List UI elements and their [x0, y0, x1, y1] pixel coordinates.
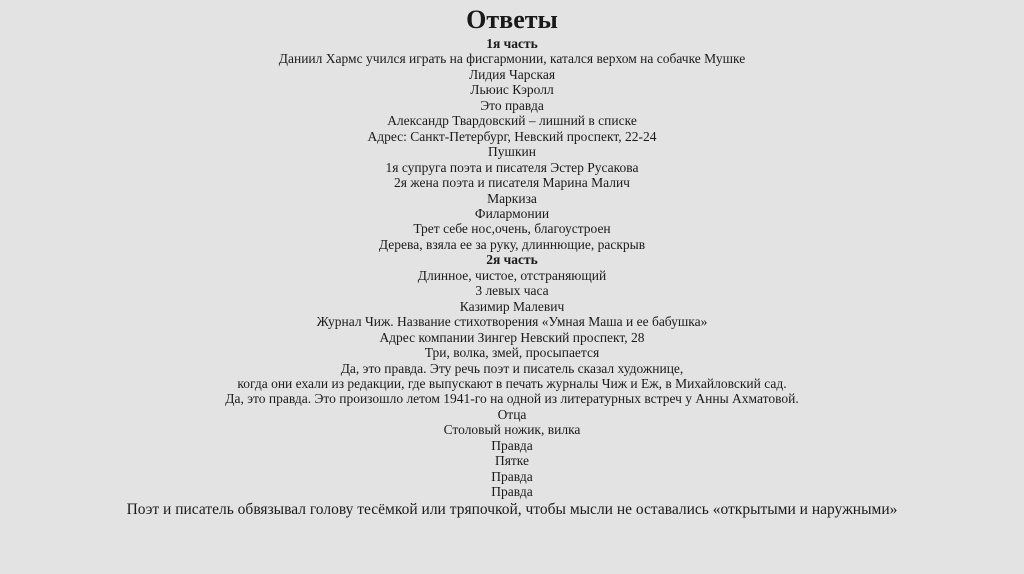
answer-line: Маркиза: [487, 190, 537, 206]
answer-line: Журнал Чиж. Название стихотворения «Умная Маша и ее бабушка»: [316, 314, 708, 330]
answer-line: Правда: [491, 437, 533, 453]
answer-line: Три, волка, змей, просыпается: [424, 345, 600, 361]
answer-line: Пятке: [494, 453, 530, 469]
part2-heading: 2я часть: [486, 252, 538, 268]
final-note: Поэт и писатель обвязывал голову тесёмкой или тряпочкой, чтобы мысли не оставались «открытыми и наружными»: [126, 500, 898, 518]
answer-line: Льюис Кэролл: [470, 82, 554, 98]
answer-line: Казимир Малевич: [459, 298, 565, 314]
answer-line: 2я жена поэта и писателя Марина Малич: [394, 175, 630, 191]
answer-line: Адрес компании Зингер Невский проспект, 28: [379, 329, 645, 345]
answer-line: Дерева, взяла ее за руку, длиннющие, раскрыв: [378, 236, 646, 252]
answer-line: Столовый ножик, вилка: [443, 422, 581, 438]
answer-line: Длинное, чистое, отстраняющий: [417, 267, 607, 283]
answer-line: Трет себе нос,очень, благоустроен: [413, 221, 611, 237]
answer-line: Правда: [491, 468, 533, 484]
answer-line: Да, это правда. Эту речь поэт и писатель сказал художнице,: [340, 360, 684, 376]
answer-line: Александр Твардовский – лишний в списке: [387, 113, 637, 129]
answer-line: 1я супруга поэта и писателя Эстер Русакова: [385, 159, 639, 175]
answer-line: Пушкин: [488, 144, 536, 160]
answer-line: Правда: [491, 484, 533, 500]
answer-line: Даниил Хармс учился играть на фисгармонии, катался верхом на собачке Мушке: [278, 51, 746, 67]
answer-line: Да, это правда. Это произошло летом 1941-го на одной из литературных встреч у Анны Ахматовой.: [225, 391, 799, 407]
answers-body: [0, 36, 1024, 519]
answer-line: 3 левых часа: [475, 283, 549, 299]
answer-line: Лидия Чарская: [468, 66, 556, 82]
part1-heading: 1я часть: [486, 36, 538, 51]
answer-line: Филармонии: [474, 205, 550, 221]
answer-line: когда они ехали из редакции, где выпускают в печать журналы Чиж и Еж, в Михайловский сад.: [237, 375, 787, 391]
page-title: Ответы: [466, 5, 558, 34]
answer-line: Это правда: [480, 97, 544, 113]
answer-line: Отца: [497, 406, 527, 422]
answer-line: Адрес: Санкт-Петербург, Невский проспект, 22-24: [367, 128, 657, 144]
